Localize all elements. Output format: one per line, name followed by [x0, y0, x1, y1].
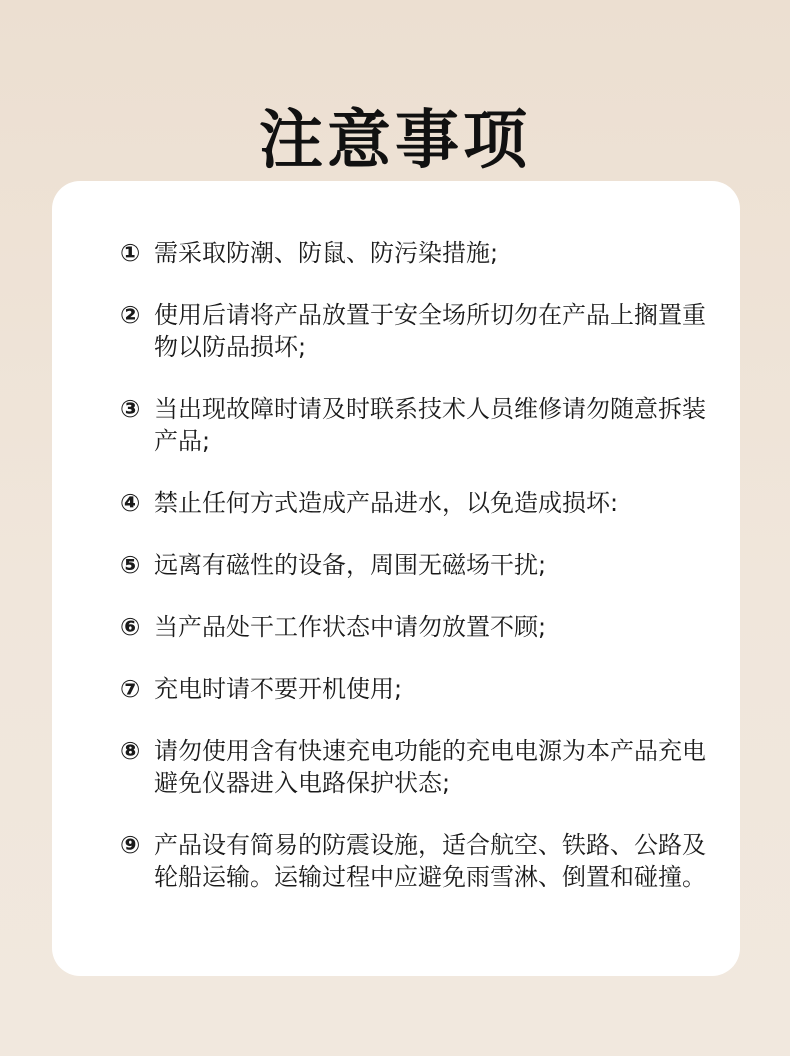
note-text: 产品设有简易的防震设施，适合航空、铁路、公路及轮船运输。运输过程中应避免雨雪淋、倒置和碰撞。	[154, 831, 706, 891]
note-item	[120, 611, 720, 643]
note-text: 使用后请将产品放置于安全场所切勿在产品上搁置重物以防品损坏;	[154, 301, 706, 361]
note-text: 远离有磁性的设备，周围无磁场干扰;	[154, 551, 547, 579]
note-item	[120, 673, 720, 705]
note-number: ①	[120, 239, 141, 267]
note-text: 禁止任何方式造成产品进水，以免造成损坏:	[154, 489, 619, 517]
note-number: ⑧	[120, 737, 141, 765]
note-number: ⑤	[120, 551, 141, 579]
note-text: 需采取防潮、防鼠、防污染措施;	[154, 239, 499, 267]
note-item	[120, 237, 720, 269]
note-number: ⑦	[120, 675, 141, 703]
note-number: ②	[120, 301, 141, 329]
note-number: ⑥	[120, 613, 141, 641]
note-text: 充电时请不要开机使用;	[154, 675, 403, 703]
note-item	[120, 393, 720, 457]
note-text: 当产品处干工作状态中请勿放置不顾;	[154, 613, 547, 641]
note-item	[120, 829, 720, 893]
note-number: ④	[120, 489, 141, 517]
page-title: 注意事项	[259, 103, 531, 178]
note-number: ③	[120, 395, 141, 423]
note-item	[120, 735, 720, 799]
note-item	[120, 487, 720, 519]
note-item	[120, 299, 720, 363]
notes-card	[52, 181, 740, 976]
note-text: 当出现故障时请及时联系技术人员维修请勿随意拆装产品;	[154, 395, 706, 455]
note-number: ⑨	[120, 831, 141, 859]
note-item	[120, 549, 720, 581]
note-text: 请勿使用含有快速充电功能的充电电源为本产品充电避免仪器进入电路保护状态;	[154, 737, 706, 797]
notes-list	[120, 237, 720, 923]
